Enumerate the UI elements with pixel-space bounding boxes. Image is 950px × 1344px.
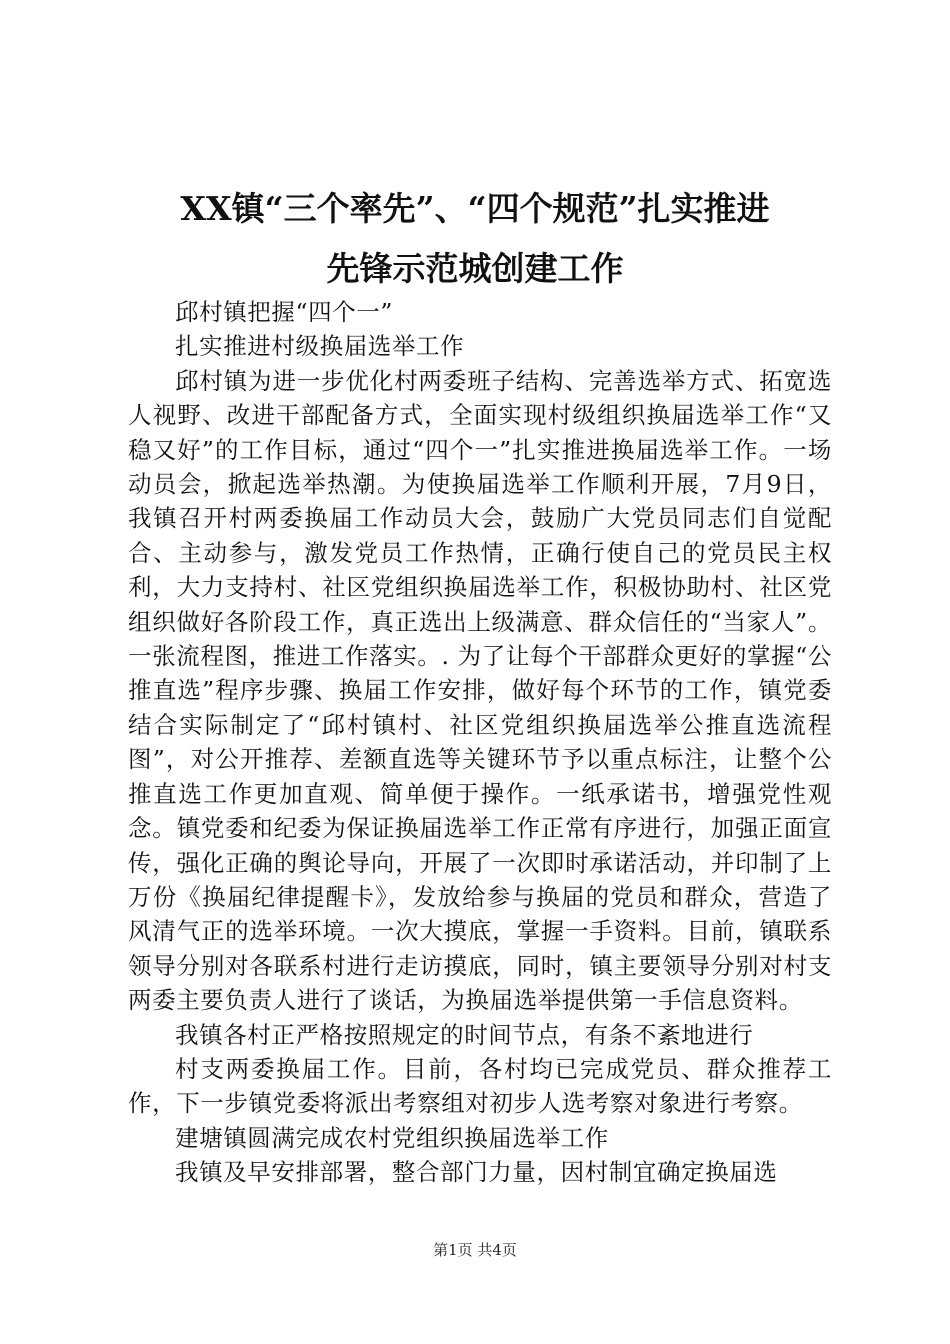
paragraph-jiantang: 我镇及早安排部署，整合部门力量，因村制宜确定换届选 bbox=[175, 1158, 778, 1187]
paragraph-main: 邱村镇为进一步优化村两委班子结构、完善选举方式、拓宽选人视野、改进干部配备方式，全面实现村级组织换届选举工作“又稳又好”的工作目标，通过“四个一”扎实推进换届选举工作。一场动员会，掀起选举热潮。为使换届选举工作顺利开展，7月9日，我镇召开村两委换届工作动员大会，鼓励广大党员同志们自觉配合、主动参与，激发党员工作热情，正确行使自己的党员民主权利，大力支持村、社区党组织换届选举工作，积极协助村、社区党组织做好各阶段工作，真正选出上级满意、群众信任的“当家人”。一张流程图，推进工作落实。. 为了让每个干部群众更好的掌握“公推直选”程序步骤、换届工作安排，做好每个环节的工作，镇党委结合实际制定了“邱村镇村、社区党组织换届选举公推直选流程图”，对公开推荐、差额直选等关键环节予以重点标注，让整个公推直选工作更加直观、简单便于操作。一纸承诺书，增强党性观念。镇党委和纪委为保证换届选举工作正常有序进行，加强正面宣传，强化正确的舆论导向，开展了一次即时承诺活动，并印制了上万份《换届纪律提醒卡》，发放给参与换届的党员和群众，营造了风清气正的选举环境。一次大摸底，掌握一手资料。目前，镇联系领导分别对各联系村进行走访摸底，同时，镇主要领导分别对村支两委主要负责人进行了谈话，为换届选举提供第一手信息资料。 bbox=[128, 366, 832, 1015]
paragraph-progress-intro: 我镇各村正严格按照规定的时间节点，有条不紊地进行 bbox=[175, 1020, 754, 1049]
document-title-line-1: XX镇“三个率先”、“四个规范”扎实推进 bbox=[180, 189, 770, 228]
paragraph-subheading-2: 扎实推进村级换届选举工作 bbox=[175, 332, 465, 361]
document-title-line-2: 先锋示范城创建工作 bbox=[326, 249, 624, 288]
paragraph-subheading-1: 邱村镇把握“四个一” bbox=[175, 298, 394, 326]
paragraph-progress: 村支两委换届工作。目前，各村均已完成党员、群众推荐工作，下一步镇党委将派出考察组对初步人选考察对象进行考察。 bbox=[128, 1054, 832, 1118]
page-footer: 第1页 共4页 bbox=[433, 1241, 517, 1259]
paragraph-subheading-3: 建塘镇圆满完成农村党组织换届选举工作 bbox=[175, 1123, 609, 1152]
document-body bbox=[128, 295, 832, 1190]
